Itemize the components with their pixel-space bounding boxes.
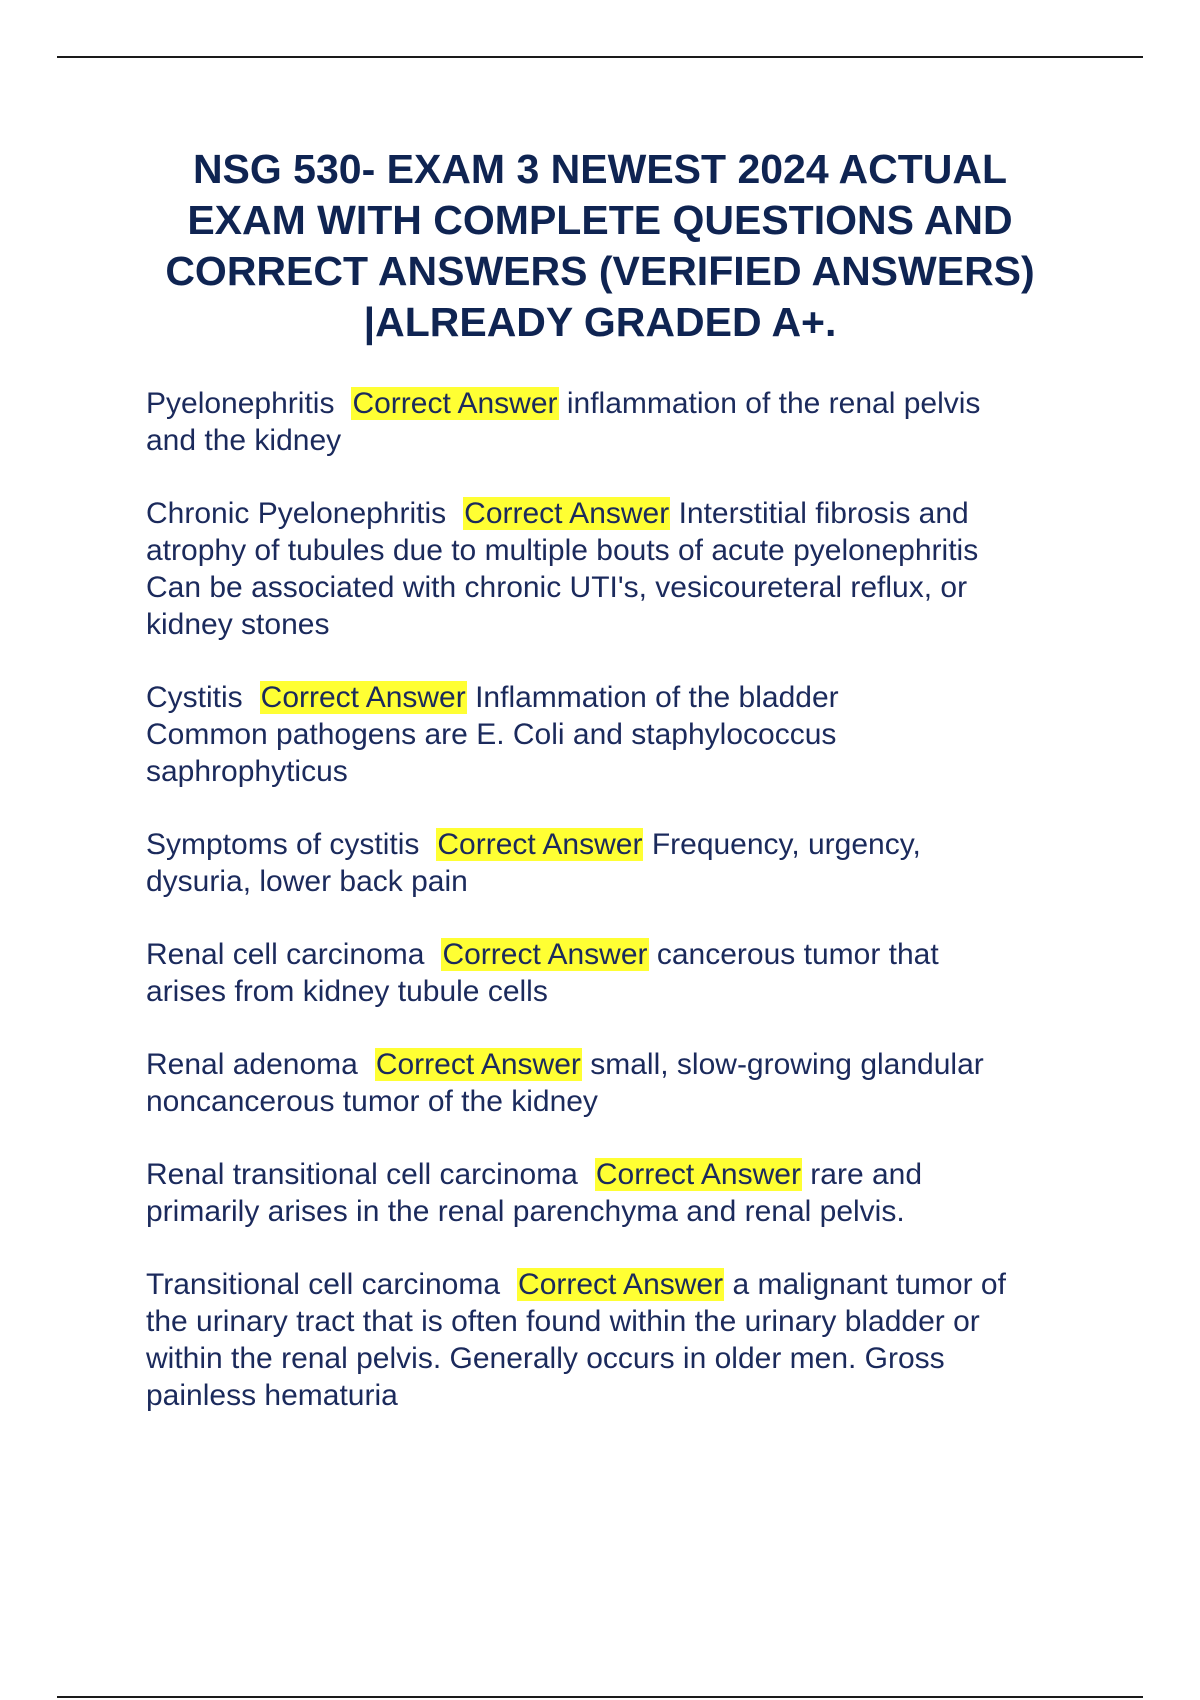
correct-answer-highlight: Correct Answer — [442, 938, 648, 971]
qa-entry — [146, 1046, 1086, 1120]
qa-entry — [146, 1156, 1086, 1230]
answer-text: dysuria, lower back pain — [146, 865, 468, 898]
question-term: Renal adenoma — [146, 1048, 358, 1081]
answer-text: cancerous tumor that — [656, 938, 939, 971]
correct-answer-highlight: Correct Answer — [595, 1158, 801, 1191]
document-title — [120, 144, 1080, 348]
answer-text: Interstitial fibrosis and — [678, 497, 969, 530]
question-term: Cystitis — [146, 681, 243, 714]
answer-text: the urinary tract that is often found within the urinary bladder or — [146, 1305, 980, 1338]
title-line: CORRECT ANSWERS (VERIFIED ANSWERS) — [165, 248, 1035, 294]
answer-text: painless hematuria — [146, 1379, 398, 1412]
answer-text: Can be associated with chronic UTI's, vesicoureteral reflux, or — [146, 571, 968, 604]
question-term: Renal transitional cell carcinoma — [146, 1158, 578, 1191]
question-term: Pyelonephritis — [146, 387, 335, 420]
correct-answer-highlight: Correct Answer — [464, 497, 670, 530]
answer-text: kidney stones — [146, 608, 330, 641]
answer-text: Common pathogens are E. Coli and staphylococcus — [146, 718, 837, 751]
title-line: EXAM WITH COMPLETE QUESTIONS AND — [187, 197, 1013, 243]
question-term: Renal cell carcinoma — [146, 938, 425, 971]
qa-entry — [146, 1266, 1086, 1414]
correct-answer-highlight: Correct Answer — [352, 387, 558, 420]
answer-text: noncancerous tumor of the kidney — [146, 1085, 598, 1118]
correct-answer-highlight: Correct Answer — [260, 681, 466, 714]
question-term: Transitional cell carcinoma — [146, 1268, 501, 1301]
answer-text: Inflammation of the bladder — [475, 681, 839, 714]
title-line: NSG 530- EXAM 3 NEWEST 2024 ACTUAL — [192, 146, 1008, 192]
answer-text: Frequency, urgency, — [651, 828, 921, 861]
qa-entry — [146, 495, 1086, 643]
answer-text: inflammation of the renal pelvis — [566, 387, 981, 420]
answer-text: small, slow-growing glandular — [590, 1048, 984, 1081]
qa-list — [146, 385, 1086, 1450]
title-line: |ALREADY GRADED A+. — [363, 299, 837, 345]
answer-text: saphrophyticus — [146, 755, 348, 788]
answer-text: rare and — [810, 1158, 923, 1191]
answer-text: atrophy of tubules due to multiple bouts of acute pyelonephritis — [146, 534, 979, 567]
question-term: Symptoms of cystitis — [146, 828, 420, 861]
correct-answer-highlight: Correct Answer — [437, 828, 643, 861]
correct-answer-highlight: Correct Answer — [375, 1048, 581, 1081]
correct-answer-highlight: Correct Answer — [518, 1268, 724, 1301]
qa-entry — [146, 826, 1086, 900]
answer-text: arises from kidney tubule cells — [146, 975, 548, 1008]
qa-entry — [146, 385, 1086, 459]
answer-text: within the renal pelvis. Generally occurs in older men. Gross — [146, 1342, 945, 1375]
answer-text: primarily arises in the renal parenchyma and renal pelvis. — [146, 1195, 905, 1228]
bottom-divider — [57, 1696, 1143, 1698]
question-term: Chronic Pyelonephritis — [146, 497, 447, 530]
qa-entry — [146, 679, 1086, 790]
top-divider — [57, 56, 1143, 58]
answer-text: and the kidney — [146, 424, 342, 457]
qa-entry — [146, 936, 1086, 1010]
answer-text: a malignant tumor of — [732, 1268, 1006, 1301]
